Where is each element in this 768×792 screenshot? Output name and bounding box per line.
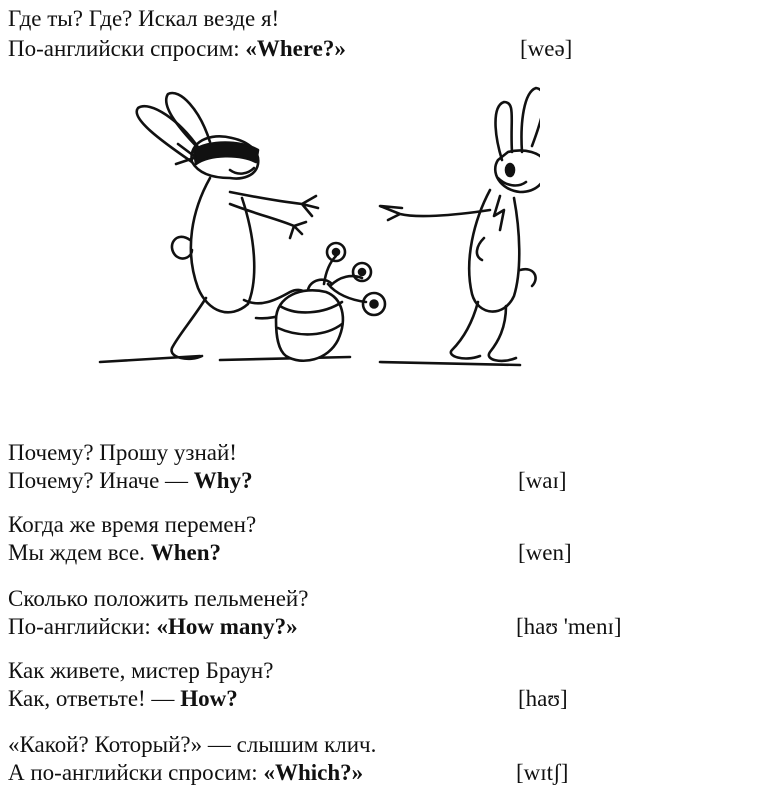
blindfold <box>194 143 258 165</box>
verse-why-line-2 <box>8 468 253 494</box>
verse-how-many-line-2 <box>8 614 298 640</box>
verse-which-line-2 <box>8 760 363 786</box>
verse-how-line-1: Как живете, мистер Браун? <box>8 658 274 683</box>
verse-where-text: По-английски спросим: <box>8 36 246 61</box>
verse-where-transcription: [weə] <box>520 36 573 61</box>
blindfolded-hare-and-pointing-hare-icon <box>80 80 540 380</box>
verse-where-keyword: «Where?» <box>245 36 346 61</box>
right-hare-arm <box>477 238 484 260</box>
verse-which-transcription: [wɪtʃ] <box>516 760 569 785</box>
right-hare-fur <box>494 196 504 230</box>
verse-how-many-text: По-английски: <box>8 614 157 639</box>
right-hare-leg-right <box>489 306 516 361</box>
verse-how-text: Как, ответьте! — <box>8 686 181 711</box>
right-hare-leg-left <box>451 302 480 358</box>
verse-which-keyword: «Which?» <box>263 760 364 785</box>
right-hare-eye <box>506 164 514 176</box>
verse-how-keyword: How? <box>180 686 238 711</box>
verse-where-line-1: Где ты? Где? Искал везде я! <box>8 6 280 31</box>
verse-which-line-1: «Какой? Который?» — слышим клич. <box>8 732 377 757</box>
verse-why-transcription: [waɪ] <box>518 468 567 493</box>
verse-how-line-2 <box>8 686 238 712</box>
verse-why-keyword: Why? <box>193 468 253 493</box>
verse-when-keyword: When? <box>150 540 221 565</box>
right-hare-ear-back <box>522 88 540 152</box>
left-hare-mouth <box>230 168 254 174</box>
right-hare-pointing-arm <box>380 206 490 220</box>
verse-which-text: А по-английски спросим: <box>8 760 264 785</box>
verse-when-text: Мы ждем все. <box>8 540 151 565</box>
verse-why-line-1: Почему? Прошу узнай! <box>8 440 237 465</box>
left-hare-body <box>191 178 254 312</box>
left-hare-tail <box>172 237 192 259</box>
verse-when-transcription: [wen] <box>518 540 572 565</box>
verse-how-transcription: [haʊ] <box>518 686 568 711</box>
flower-pot <box>276 290 343 360</box>
verse-when-line-1: Когда же время перемен? <box>8 512 257 537</box>
left-hare-arm-lower <box>230 204 306 238</box>
verse-when-line-2 <box>8 540 221 566</box>
verse-how-many-keyword: «How many?» <box>156 614 298 639</box>
left-hare-leg-back <box>172 298 206 359</box>
verse-why-text: Почему? Иначе — <box>8 468 194 493</box>
verse-where-line-2 <box>8 36 346 62</box>
verse-how-many-transcription: [haʊ 'menɪ] <box>516 614 622 639</box>
verse-how-many-line-1: Сколько положить пельменей? <box>8 586 309 611</box>
right-hare-tail <box>520 269 536 286</box>
